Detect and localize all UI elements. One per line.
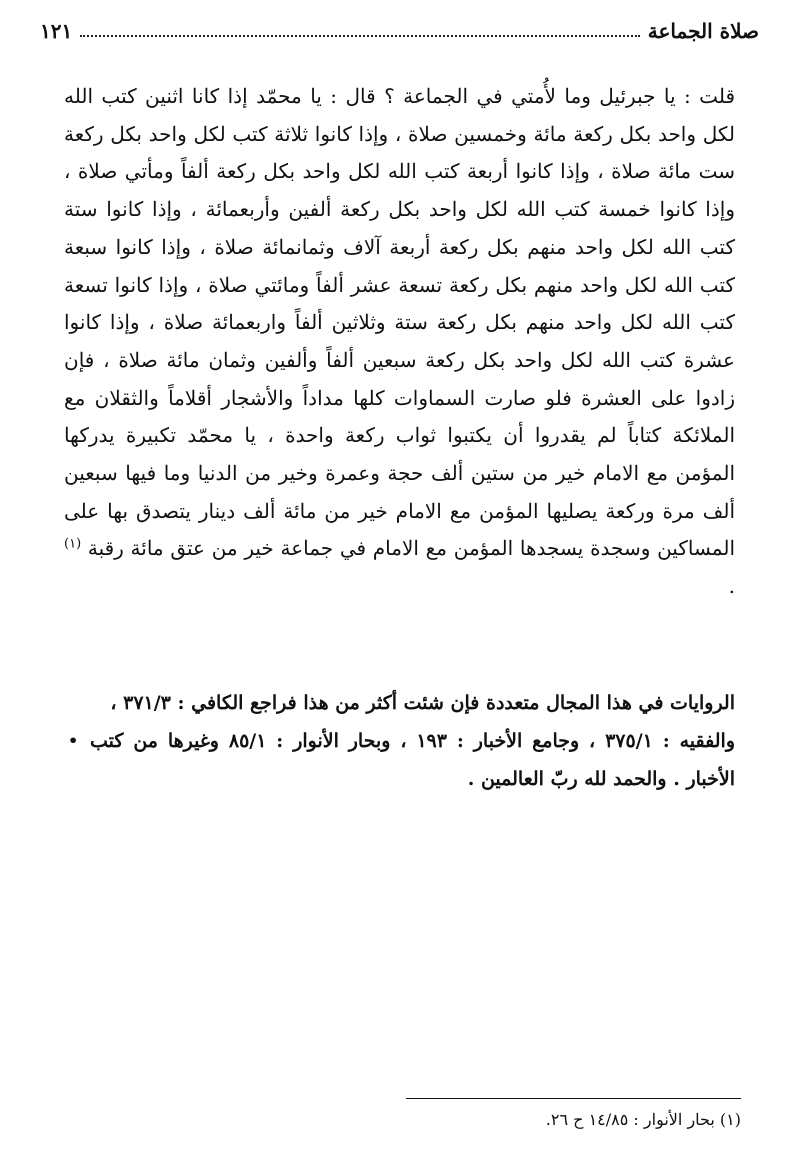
hadith-paragraph [64,78,735,606]
sources-intro: الروايات في هذا المجال متعددة فإن شئت أكثر من هذا فراجع الكافي : ٣٧١/٣ ، [110,692,735,714]
footnote: (١) بحار الأنوار : ١٤/٨٥ ح ٢٦. [545,1110,741,1129]
bullet-icon: • [68,731,79,750]
footnote-reference[interactable]: (١) [64,536,82,552]
footnote-separator [406,1098,741,1099]
page-number: ١٢١ [40,19,73,43]
sources-item-text: والفقيه : ٣٧٥/١ ، وجامع الأخبار : ١٩٣ ، وبحار الأنوار : ٨٥/١ وغيرها من كتب الأخبار . والحمد لله ربّ العالمين . [90,730,736,790]
sources-list-item [64,722,735,798]
running-header [40,14,759,48]
dotted-leader [80,35,640,37]
sources-section [64,684,735,798]
paragraph-end: . [728,574,735,599]
chapter-title: صلاة الجماعة [647,19,759,43]
paragraph-text: قلت : يا جبرئيل وما لأُمتي في الجماعة ؟ قال : يا محمّد إذا كانا اثنين كتب الله لكل واحد بكل ركعة مائة وخمسين صلاة ، وإذا كانوا ثلاثة كتب لكل واحد بكل ركعة ست مائة صلاة ، وإذا كانوا أربعة كتب الله لكل واحد بكل ركعة ألفاً ومأتي صلاة ، وإذا كانوا خمسة كتب الله لكل واحد بكل ركعة ألفين وأربعمائة ، وإذا كانوا ستة كتب الله لكل واحد منهم بكل ركعة أربعة آلاف وثمانمائة صلاة ، وإذا كانوا سبعة كتب الله لكل واحد منهم بكل ركعة تسعة عشر ألفاً ومائتي صلاة ، وإذا كانوا تسعة كتب الله لكل واحد منهم بكل ركعة ستة وثلاثين ألفاً واربعمائة صلاة ، وإذا كانوا عشرة كتب الله لكل واحد بكل ركعة سبعين ألفاً وألفين وثمان مائة صلاة ، فإن زادوا على العشرة فلو صارت السماوات كلها مداداً والأشجار أقلاماً والثقلان مع الملائكة كتاباً لم يقدروا أن يكتبوا ثواب ركعة واحدة ، يا محمّد تكبيرة يدركها المؤمن مع الامام خير من ستين ألف حجة وعمرة وخير من الدنيا وما فيها سبعين ألف مرة وركعة يصليها المؤمن مع الامام خير من مائة ألف دينار يتصدق بها على المساكين وسجدة يسجدها المؤمن مع الامام في جماعة خير من عتق مائة رقبة [64,84,736,561]
